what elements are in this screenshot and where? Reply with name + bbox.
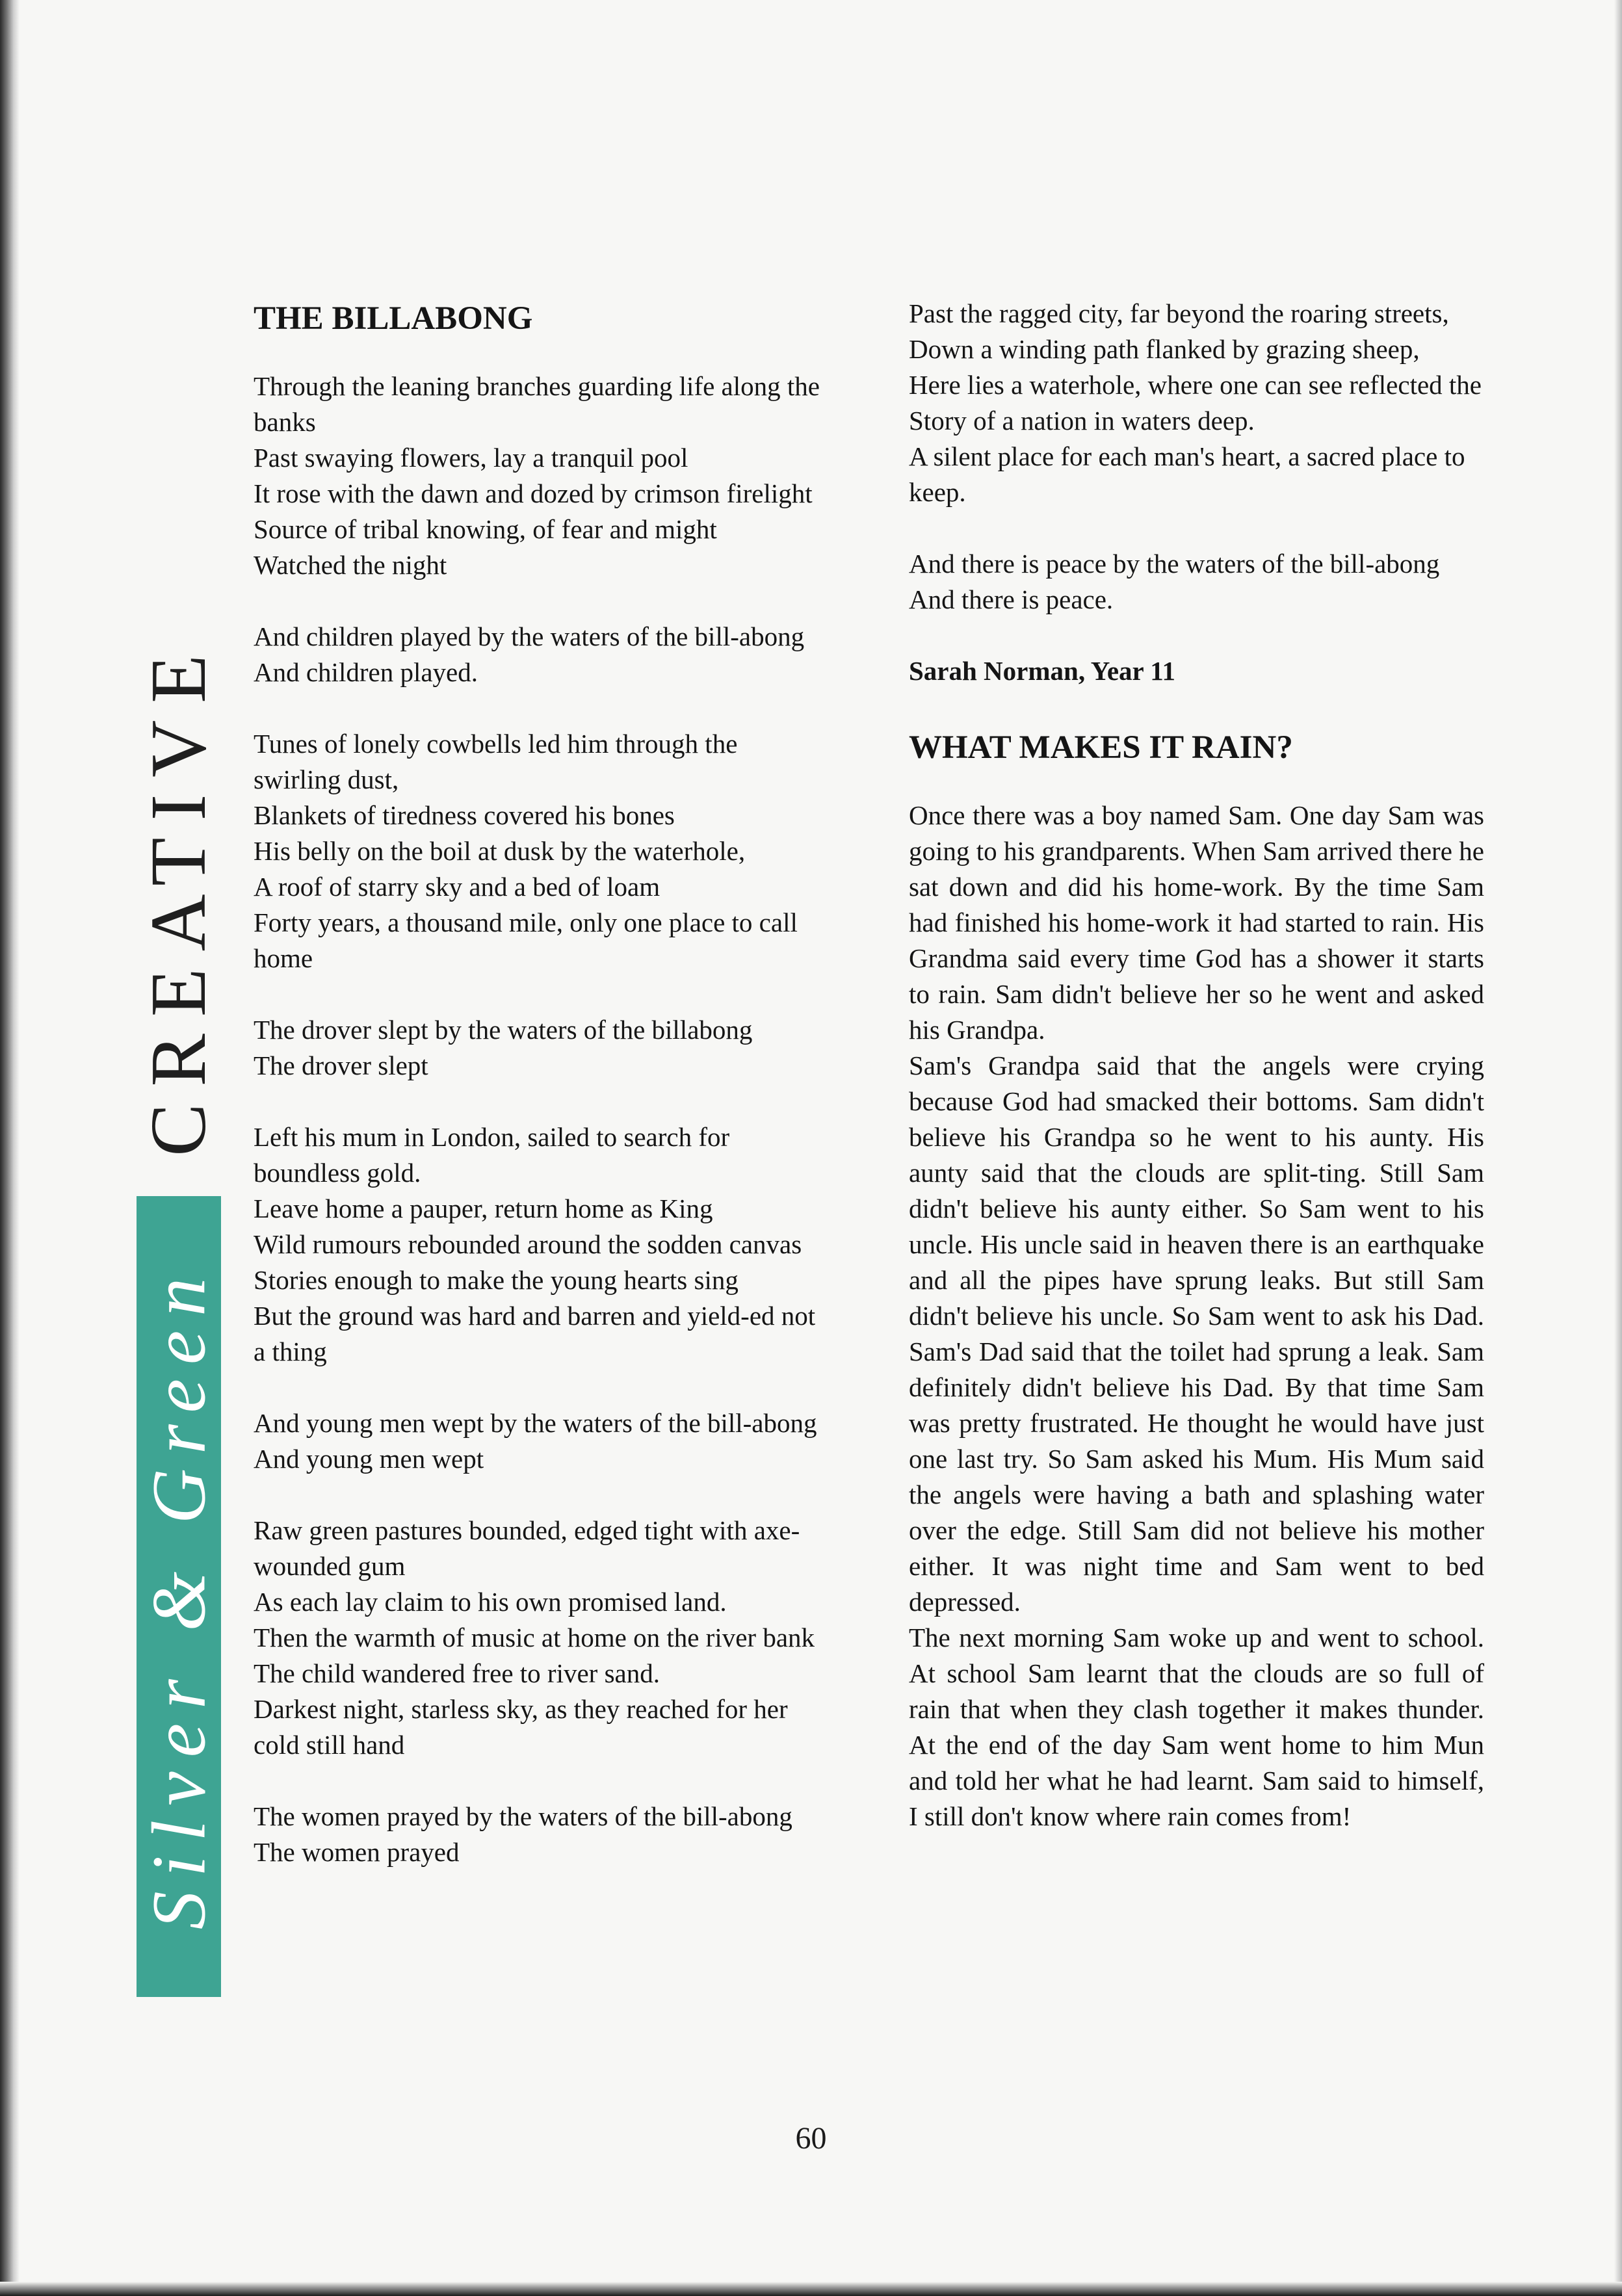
poem-line: It rose with the dawn and dozed by crimson firelight <box>254 478 813 508</box>
poem-line: Forty years, a thousand mile, only one place to call home <box>254 907 798 973</box>
poem-line: Story of a nation in waters deep. <box>909 406 1255 436</box>
poem-line: A silent place for each man's heart, a sacred place to keep. <box>909 441 1465 507</box>
poem-line: Blankets of tiredness covered his bones <box>254 800 675 830</box>
poem-line: And young men wept by the waters of the bill-abong <box>254 1408 817 1438</box>
poem-stanza <box>254 369 829 583</box>
poem-line: Watched the night <box>254 550 447 580</box>
poem-stanza <box>254 726 829 976</box>
poem-line: Here lies a waterhole, where one can see reflected the <box>909 370 1482 400</box>
story-body <box>909 798 1484 1834</box>
poem-line: Left his mum in London, sailed to search for boundless gold. <box>254 1122 730 1188</box>
poem-stanza <box>254 1119 829 1370</box>
story-paragraph: Sam's Grandpa said that the angels were crying because God had smacked their bottoms. Sam didn't believe his Grandpa so he went to his aunty. His aunty said that the clouds are split-ting. Still Sam didn't believe his aunty either. So Sam went to his uncle. His uncle said in heaven there is an earthquake and all the pipes have sprung leaks. But still Sam didn't believe his uncle. So Sam went to ask his Dad. Sam's Dad said that the toilet had sprung a leak. Sam definitely didn't believe his Dad. By that time Sam was pretty frustrated. He thought he would have just one last try. So Sam asked his Mum. His Mum said the angels were having a bath and splashing water over the edge. Still Sam did not believe his mother either. It was night time and Sam went to bed depressed. <box>909 1050 1484 1617</box>
poem-line: The women prayed by the waters of the bill-abong <box>254 1801 792 1831</box>
poem-stanzas-left <box>254 369 829 1870</box>
poem-line: Down a winding path flanked by grazing sheep, <box>909 334 1420 364</box>
poem-line: Tunes of lonely cowbells led him through the swirling dust, <box>254 729 738 794</box>
story-paragraph: Once there was a boy named Sam. One day Sam was going to his grandparents. When Sam arrived there he sat down and did his home-work. By the time Sam had finished his home-work it had started to rain. His Grandma said every time God has a shower it starts to rain. Sam didn't believe her so he went and asked his Grandpa. <box>909 800 1484 1045</box>
poem-line: But the ground was hard and barren and yield-ed not a thing <box>254 1301 816 1366</box>
poem-stanza <box>909 296 1484 510</box>
poem-line: Source of tribal knowing, of fear and might <box>254 514 717 544</box>
page-edge <box>1614 0 1622 2296</box>
poem-line: A roof of starry sky and a bed of loam <box>254 872 661 902</box>
poem-line: And young men wept <box>254 1444 484 1474</box>
page-bottom-edge <box>0 2282 1622 2296</box>
poem-line: Stories enough to make the young hearts sing <box>254 1265 739 1295</box>
poem-stanzas-right <box>909 296 1484 618</box>
page-number: 60 <box>795 2121 827 2156</box>
poem-line: As each lay claim to his own promised land. <box>254 1587 727 1617</box>
poem-author: Sarah Norman, Year 11 <box>909 656 1175 686</box>
poem-line: His belly on the boil at dusk by the waterhole, <box>254 836 746 866</box>
left-column <box>254 296 829 1906</box>
poem-line: Through the leaning branches guarding life along the banks <box>254 371 820 437</box>
poem-title: THE BILLABONG <box>254 300 533 337</box>
story-paragraph: The next morning Sam woke up and went to school. At school Sam learnt that the clouds are so full of rain that when they clash together it makes thunder. At the end of the day Sam went home to him Mun and told her what he had learnt. Sam said to himself, I still don't know where rain comes from! <box>909 1623 1484 1831</box>
poem-line: Raw green pastures bounded, edged tight with axe-wounded gum <box>254 1515 800 1581</box>
poem-line: Leave home a pauper, return home as King <box>254 1194 713 1223</box>
poem-line: Past the ragged city, far beyond the roaring streets, <box>909 298 1449 328</box>
book-spine-shadow <box>0 0 20 2296</box>
poem-line: The child wandered free to river sand. <box>254 1658 660 1688</box>
poem-line: And there is peace. <box>909 584 1114 614</box>
poem-stanza <box>254 1405 829 1477</box>
publication-banner <box>137 1196 221 1997</box>
poem-line: Then the warmth of music at home on the river bank <box>254 1623 815 1652</box>
poem-stanza <box>909 546 1484 618</box>
poem-line: Past swaying flowers, lay a tranquil pool <box>254 443 688 473</box>
poem-line: The women prayed <box>254 1837 460 1867</box>
right-column <box>909 296 1484 1834</box>
poem-line: Darkest night, starless sky, as they reached for her cold still hand <box>254 1694 788 1760</box>
poem-stanza <box>254 1513 829 1763</box>
poem-line: Wild rumours rebounded around the sodden canvas <box>254 1229 802 1259</box>
poem-stanza <box>254 1799 829 1870</box>
publication-banner-text: Silver & Green <box>136 1263 221 1930</box>
poem-line: And there is peace by the waters of the bill-abong <box>909 549 1440 579</box>
section-label <box>137 611 221 1183</box>
story-title: WHAT MAKES IT RAIN? <box>909 729 1293 766</box>
poem-line: And children played by the waters of the bill-abong <box>254 621 805 651</box>
section-label-text: CREATIVE <box>135 638 223 1156</box>
poem-line: The drover slept by the waters of the billabong <box>254 1015 753 1045</box>
poem-line: And children played. <box>254 657 478 687</box>
poem-stanza <box>254 1012 829 1084</box>
poem-line: The drover slept <box>254 1050 428 1080</box>
poem-stanza <box>254 619 829 690</box>
